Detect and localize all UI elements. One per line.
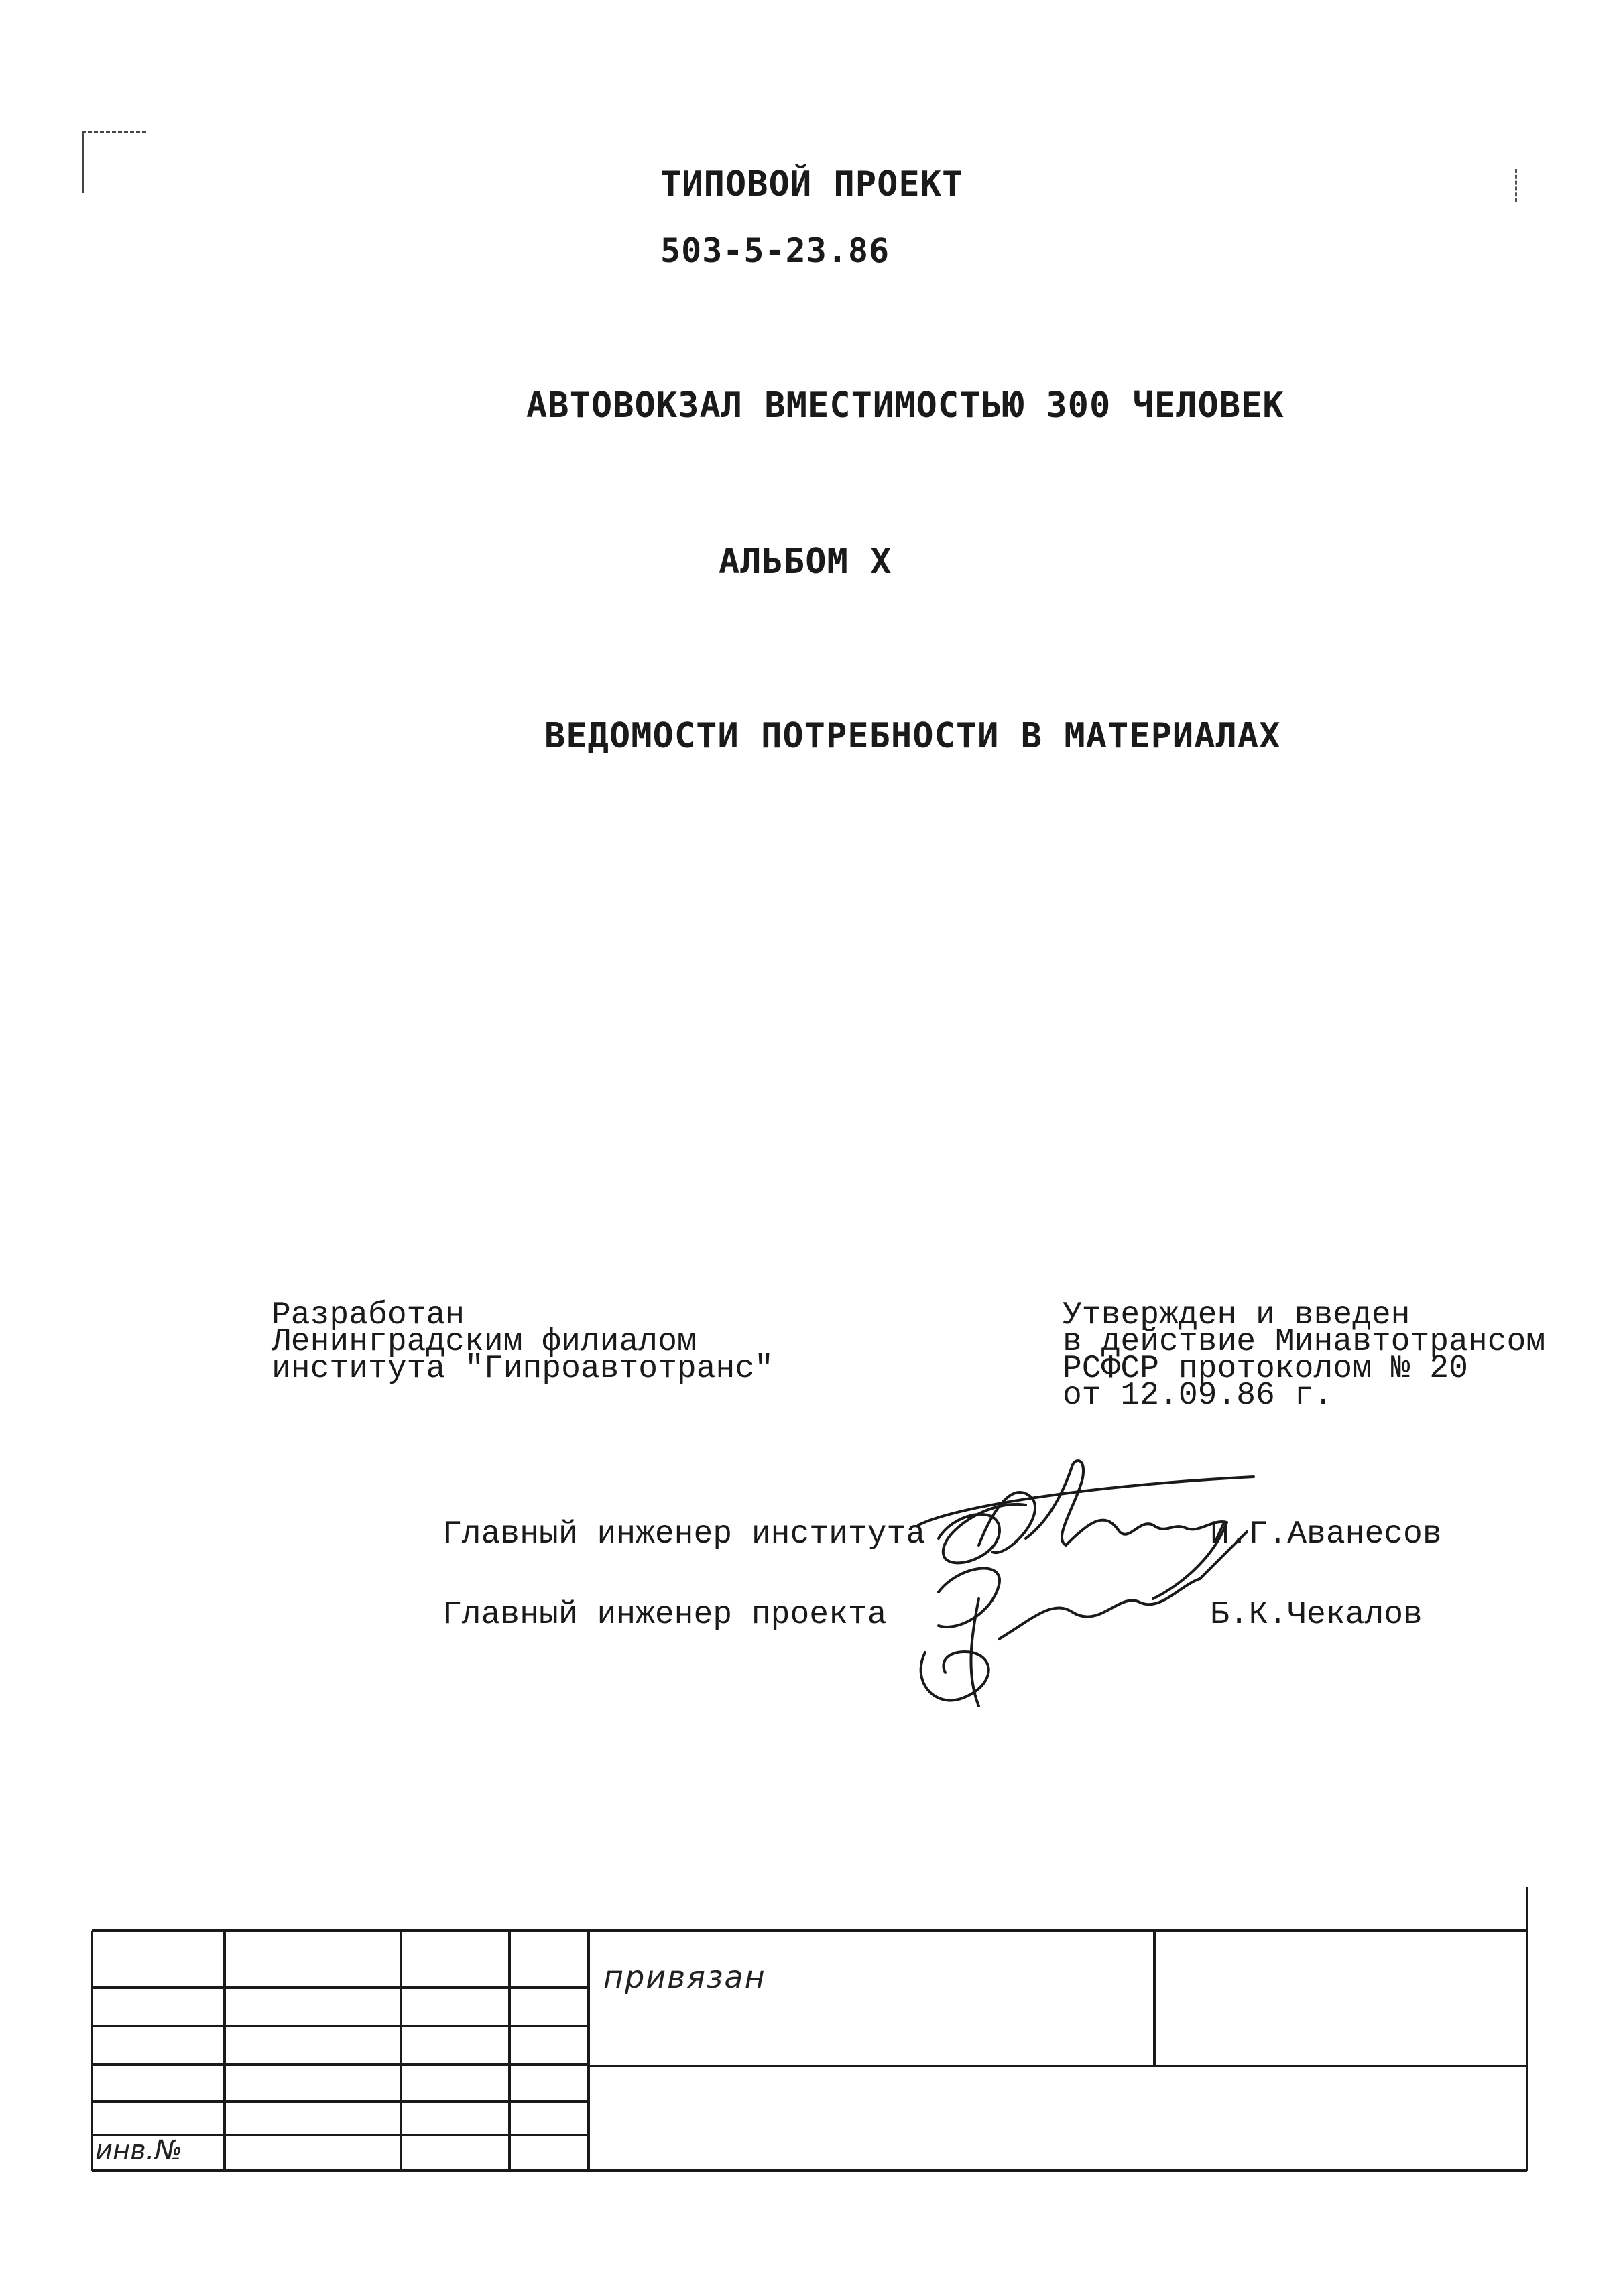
album-title: АЛЬБОМ X bbox=[719, 542, 892, 582]
edge-mark bbox=[1515, 169, 1517, 202]
stamp-inventory-label: инв.№ bbox=[95, 2135, 183, 2166]
handwritten-signature bbox=[898, 1458, 1274, 1740]
developer-line: Разработан bbox=[272, 1297, 465, 1333]
chief-engineer-institute-label: Главный инженер института bbox=[442, 1516, 926, 1553]
developer-line: института "Гипроавтотранс" bbox=[272, 1351, 774, 1387]
project-type-heading: ТИПОВОЙ ПРОЕКТ bbox=[660, 164, 964, 204]
corner-crop-mark-vertical bbox=[82, 131, 84, 193]
project-code: 503-5-23.86 bbox=[660, 231, 890, 270]
developer-block bbox=[272, 1297, 774, 1387]
developer-line: Ленинградским филиалом bbox=[272, 1324, 697, 1360]
chief-engineer-institute-name: И.Г.Аванесов bbox=[1210, 1516, 1442, 1553]
approval-line: РСФСР протоколом № 20 bbox=[1063, 1351, 1468, 1387]
approval-line: в действие Минавтотрансом bbox=[1063, 1324, 1546, 1360]
chief-engineer-project-label: Главный инженер проекта bbox=[442, 1597, 887, 1633]
approval-line: Утвержден и введен bbox=[1063, 1297, 1410, 1333]
chief-engineer-project-name: Б.К.Чекалов bbox=[1210, 1597, 1423, 1633]
corner-crop-mark bbox=[82, 131, 146, 133]
approval-block bbox=[1063, 1297, 1546, 1414]
stamp-bound-label: привязан bbox=[603, 1959, 766, 1995]
album-subject: ВЕДОМОСТИ ПОТРЕБНОСТИ В МАТЕРИАЛАХ bbox=[544, 716, 1281, 756]
approval-line: от 12.09.86 г. bbox=[1063, 1378, 1333, 1414]
document-title: АВТОВОКЗАЛ ВМЕСТИМОСТЬЮ 300 ЧЕЛОВЕК bbox=[526, 385, 1284, 426]
